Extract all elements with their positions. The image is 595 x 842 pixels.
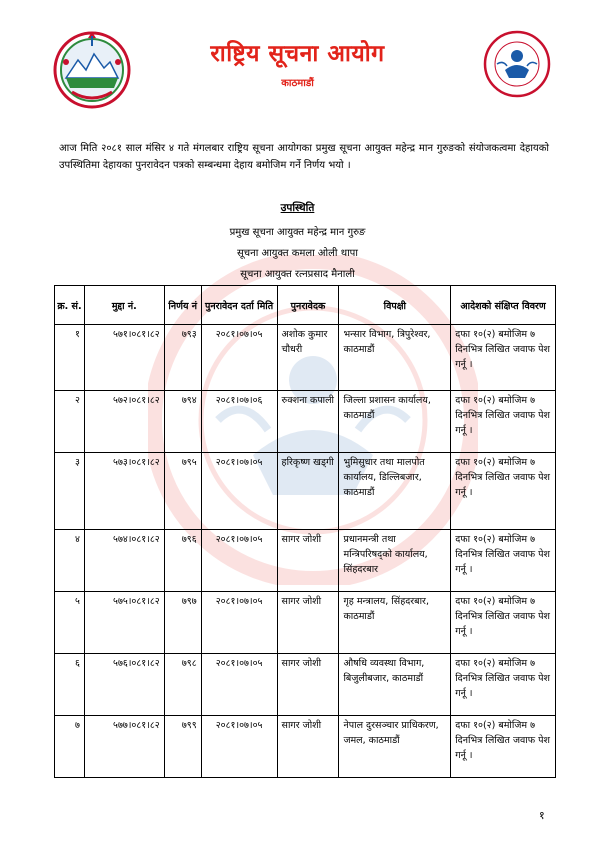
- cell-appellant: सागर जोशी: [277, 654, 339, 716]
- cell-appeal-date: २०८१।०७।०५: [201, 453, 277, 530]
- cell-case-no: ५७६।०८१।८२: [84, 654, 164, 716]
- cell-decision-no: ७९६: [164, 530, 201, 592]
- cell-decision-no: ७९४: [164, 391, 201, 453]
- attendance-member: सूचना आयुक्त कमला ओली थापा: [237, 248, 358, 259]
- attendance-heading: उपस्थिति: [280, 202, 315, 214]
- column-header-case-no: मुद्दा नं.: [84, 286, 164, 325]
- column-header-order-summary: आदेशको संक्षिप्त विवरण: [451, 286, 556, 325]
- cell-serial: २: [55, 391, 85, 453]
- cell-appeal-date: २०८१।०७।०५: [201, 530, 277, 592]
- column-header-decision-no: निर्णय नं: [164, 286, 201, 325]
- column-header-appellant: पुनरावेदक: [277, 286, 339, 325]
- decision-intro-paragraph: आज मिति २०८१ साल मंसिर ४ गते मंगलबार राष्ट्रिय सूचना आयोगका प्रमुख सूचना आयुक्त महेन्द्र मान गुरुङको संयोजकत्वमा देहायको उपस्थितिमा देहायका पुनरावेदन पत्रको सम्बन्धमा देहाय बमोजिम गर्ने निर्णय भयो ।: [59, 143, 549, 171]
- cell-appeal-date: २०८१।०७।०५: [201, 325, 277, 391]
- table-row: [55, 453, 556, 530]
- cell-respondent: भन्सार विभाग, त्रिपुरेश्वर, काठमाडौं: [339, 325, 451, 391]
- cell-serial: ५: [55, 592, 85, 654]
- cell-appellant: हरिकृष्ण खड्गी: [277, 453, 339, 530]
- cell-case-no: ५७१।०८१।८२: [84, 325, 164, 391]
- attendance-member: सूचना आयुक्त रत्नप्रसाद मैनाली: [240, 269, 355, 280]
- cell-decision-no: ७९९: [164, 716, 201, 778]
- cell-respondent: प्रधानमन्त्री तथा मन्त्रिपरिषद्को कार्यालय, सिंहदरबार: [339, 530, 451, 592]
- cell-appellant: अशोक कुमार चौधरी: [277, 325, 339, 391]
- column-header-appeal-date: पुनरावेदन दर्ता मिति: [201, 286, 277, 325]
- cell-case-no: ५७२।०८१।८२: [84, 391, 164, 453]
- cell-order-summary: दफा १०(२) बमोजिम ७ दिनभित्र लिखित जवाफ पेश गर्नू ।: [451, 592, 556, 654]
- cell-order-summary: दफा १०(२) बमोजिम ७ दिनभित्र लिखित जवाफ पेश गर्नू ।: [451, 716, 556, 778]
- organization-location: काठमाडौं: [281, 78, 314, 89]
- cell-appellant: सागर जोशी: [277, 530, 339, 592]
- cell-appellant: सागर जोशी: [277, 716, 339, 778]
- cell-appeal-date: २०८१।०७।०६: [201, 391, 277, 453]
- attendance-member: प्रमुख सूचना आयुक्त महेन्द्र मान गुरुङ: [229, 227, 366, 238]
- table-row: [55, 530, 556, 592]
- national-information-commission-seal-icon: [483, 30, 551, 98]
- cell-decision-no: ७९७: [164, 592, 201, 654]
- column-header-respondent: विपक्षी: [339, 286, 451, 325]
- cell-order-summary: दफा १०(२) बमोजिम ७ दिनभित्र लिखित जवाफ पेश गर्नू ।: [451, 325, 556, 391]
- table-header-row: [55, 286, 556, 325]
- cell-serial: ६: [55, 654, 85, 716]
- cell-order-summary: दफा १०(२) बमोजिम ७ दिनभित्र लिखित जवाफ पेश गर्नू ।: [451, 654, 556, 716]
- page-number: १: [539, 809, 545, 822]
- cell-appeal-date: २०८१।०७।०५: [201, 716, 277, 778]
- table-row: [55, 592, 556, 654]
- cell-serial: ३: [55, 453, 85, 530]
- cell-respondent: औषधि व्यवस्था विभाग, बिजुलीबजार, काठमाडौं: [339, 654, 451, 716]
- cell-decision-no: ७९५: [164, 453, 201, 530]
- column-header-serial: क्र. सं.: [55, 286, 85, 325]
- decision-table: [54, 285, 556, 778]
- cell-appeal-date: २०८१।०७।०५: [201, 592, 277, 654]
- cell-order-summary: दफा १०(२) बमोजिम ७ दिनभित्र लिखित जवाफ पेश गर्नू ।: [451, 530, 556, 592]
- table-row: [55, 325, 556, 391]
- cell-appeal-date: २०८१।०७।०५: [201, 654, 277, 716]
- cell-order-summary: दफा १०(२) बमोजिम ७ दिनभित्र लिखित जवाफ पेश गर्नू ।: [451, 453, 556, 530]
- cell-appellant: रुक्शना कपाली: [277, 391, 339, 453]
- table-row: [55, 716, 556, 778]
- cell-respondent: जिल्ला प्रशासन कार्यालय, काठमाडौं: [339, 391, 451, 453]
- cell-serial: ४: [55, 530, 85, 592]
- cell-case-no: ५७५।०८१।८२: [84, 592, 164, 654]
- cell-serial: ७: [55, 716, 85, 778]
- cell-respondent: गृह मन्त्रालय, सिंहदरबार, काठमाडौं: [339, 592, 451, 654]
- cell-case-no: ५७७।०८१।८२: [84, 716, 164, 778]
- cell-respondent: भुमिसुधार तथा मालपोत कार्यालय, डिल्लिबजार, काठमाडौं: [339, 453, 451, 530]
- cell-respondent: नेपाल दुरसञ्चार प्राधिकरण, जमल, काठमाडौं: [339, 716, 451, 778]
- table-row: [55, 391, 556, 453]
- cell-case-no: ५७४।०८१।८२: [84, 530, 164, 592]
- cell-decision-no: ७९८: [164, 654, 201, 716]
- cell-order-summary: दफा १०(२) बमोजिम ७ दिनभित्र लिखित जवाफ पेश गर्नू ।: [451, 391, 556, 453]
- organization-title: राष्ट्रिय सूचना आयोग: [210, 41, 385, 67]
- cell-case-no: ५७३।०८१।८२: [84, 453, 164, 530]
- cell-appellant: सागर जोशी: [277, 592, 339, 654]
- cell-serial: १: [55, 325, 85, 391]
- cell-decision-no: ७९३: [164, 325, 201, 391]
- table-row: [55, 654, 556, 716]
